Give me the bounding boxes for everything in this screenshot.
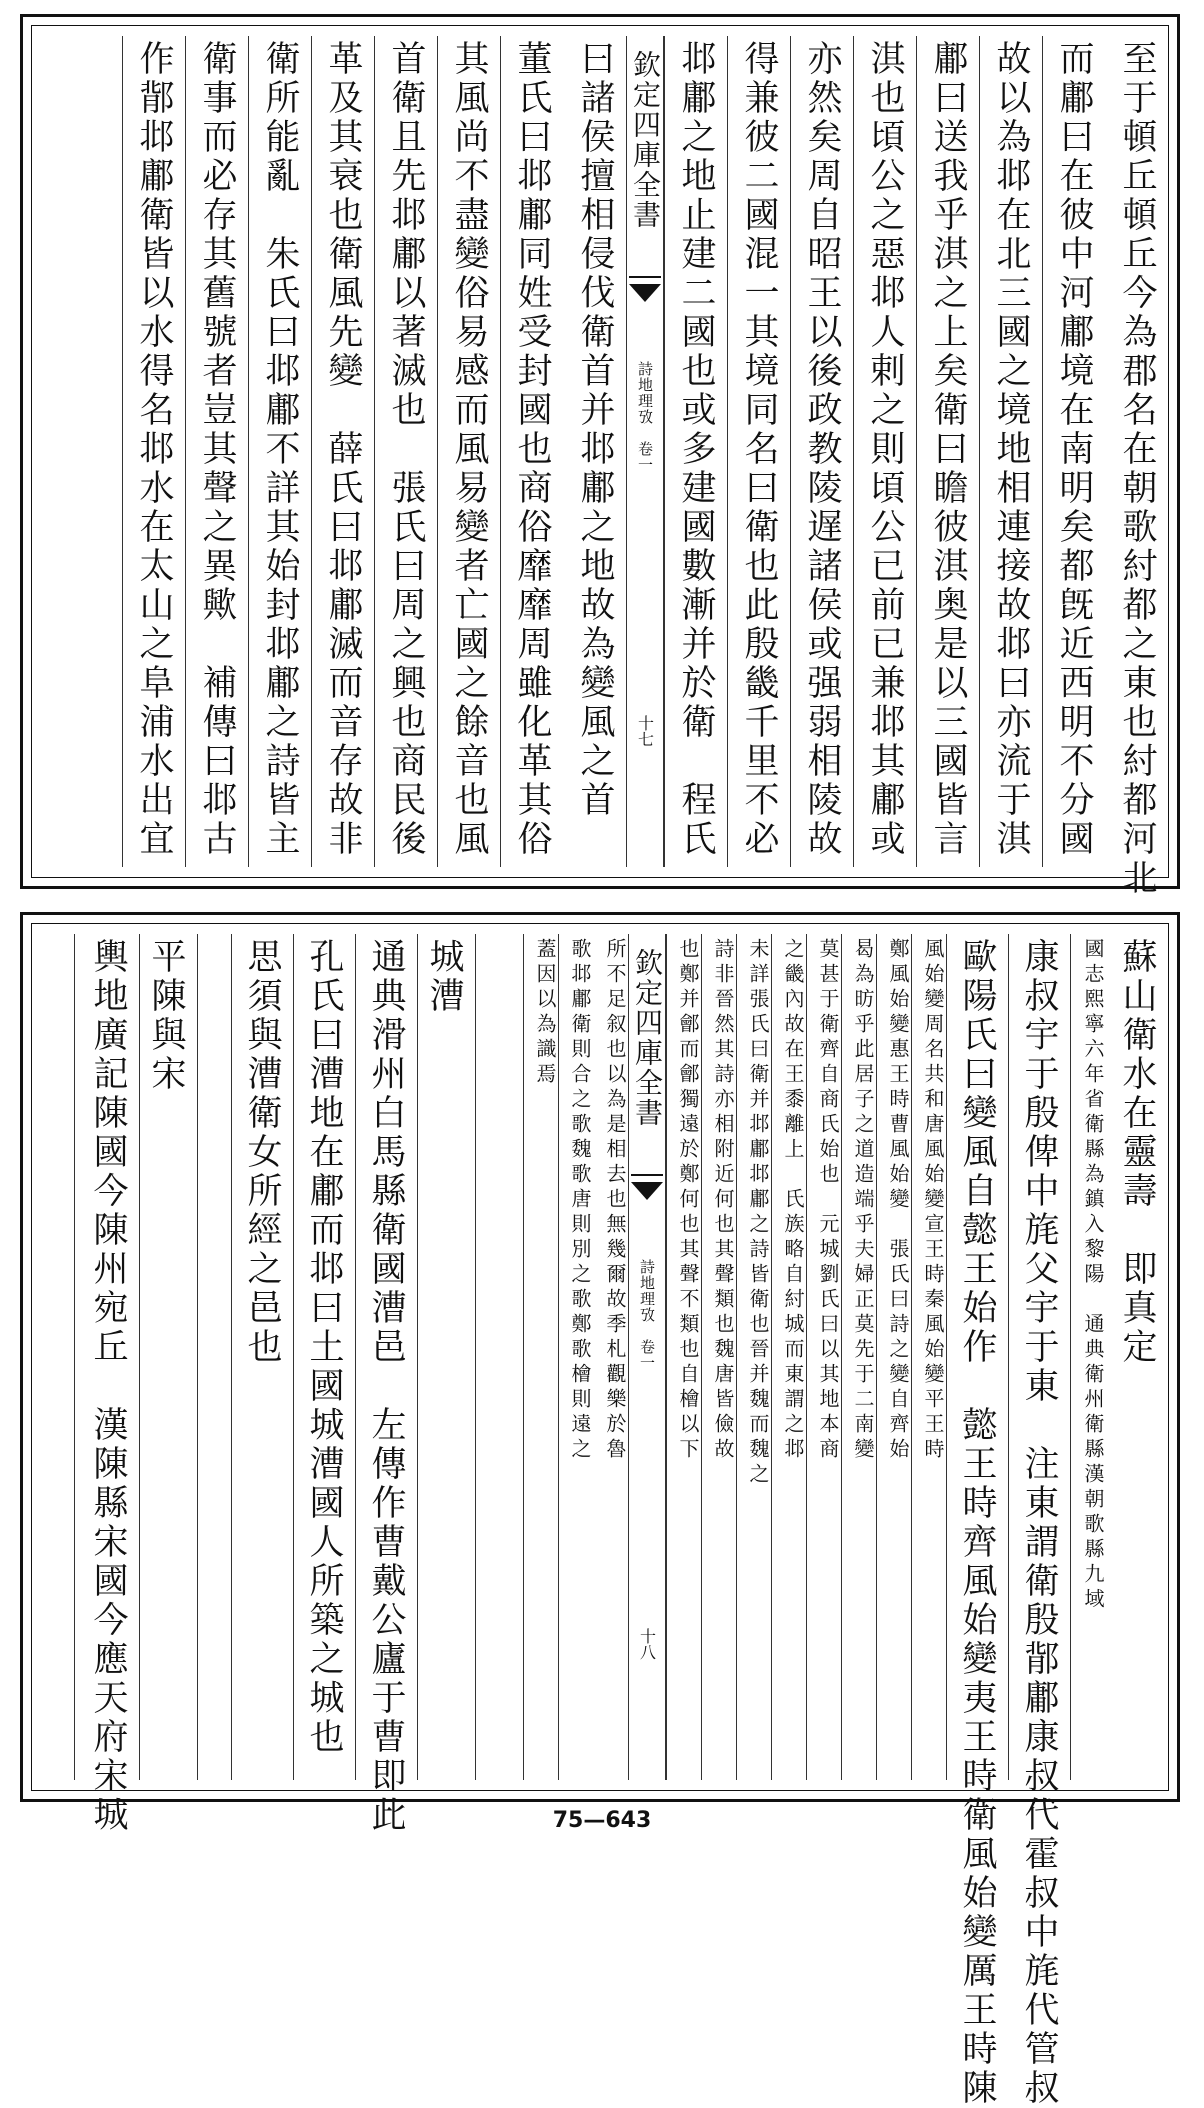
column-text: 國志熙寧六年省衛縣為鎮入黎陽 通典衛州衛縣漢朝歌縣九域 xyxy=(1081,938,1105,1613)
text-column xyxy=(1070,934,1106,1780)
column-text: 也鄭并鄶而鄶獨遠於鄭何也其聲不類也自檜以下 xyxy=(676,938,700,1463)
text-column xyxy=(139,934,197,1780)
text-column xyxy=(1105,36,1168,898)
column-text: 首衛且先邶鄘以著滅也 張氏曰周之興也商民後 xyxy=(386,40,426,859)
text-column xyxy=(911,934,946,1780)
column-text: 輿地廣記陳國今陳州宛丘 漢陳縣宋國今應天府宋城 xyxy=(88,938,128,1835)
book-subtitle: 詩地理攷 卷一 xyxy=(638,1259,656,1371)
top-page-frame xyxy=(31,25,1169,898)
text-column xyxy=(437,36,500,867)
text-column xyxy=(701,934,736,1780)
center-margin xyxy=(626,36,664,867)
text-column xyxy=(664,36,727,867)
text-column xyxy=(841,934,876,1780)
column-text: 通典滑州白馬縣衛國漕邑 左傳作曹戴公廬于曹即此 xyxy=(366,938,406,1835)
fish-tail-mark xyxy=(631,1174,663,1216)
column-text: 思須與漕衛女所經之邑也 xyxy=(242,938,282,1367)
column-text: 康叔宇于殷俾中旄父宇于東 注東謂衛殷鄁鄘康叔代霍叔中旄代管叔 xyxy=(1019,938,1059,2108)
column-text: 淇也頃公之惡邶人剌之則頃公已前已兼邶其鄘或 xyxy=(865,40,905,859)
column-text: 至于頓丘頓丘今為郡名在朝歌紂都之東也紂都河北 xyxy=(1117,40,1157,898)
library-title: 欽定四庫全書 xyxy=(629,50,662,230)
text-column xyxy=(876,934,911,1780)
library-title: 欽定四庫全書 xyxy=(631,948,664,1128)
text-column xyxy=(979,36,1042,867)
text-column xyxy=(727,36,790,867)
text-column xyxy=(197,934,231,1780)
text-column xyxy=(500,36,563,867)
column-text: 故以為邶在北三國之境地相連接故邶曰亦流于淇 xyxy=(991,40,1031,859)
column-text: 曷為昉乎此居子之道造端乎夫婦正莫先于二南變 xyxy=(851,938,875,1463)
text-column xyxy=(946,934,1008,2108)
column-text: 鄭風始變惠王時曹風始變 張氏曰詩之變自齊始 xyxy=(886,938,910,1463)
text-column xyxy=(916,36,979,867)
column-text: 孔氏曰漕地在鄘而邶曰土國城漕國人所築之城也 xyxy=(304,938,344,1757)
column-text: 其風尚不盡變俗易感而風易變者亡國之餘音也風 xyxy=(449,40,489,859)
text-column xyxy=(311,36,374,867)
column-text: 亦然矣周自昭王以後政教陵遅諸侯或强弱相陵故 xyxy=(802,40,842,859)
text-column xyxy=(736,934,771,1780)
top-page xyxy=(20,14,1180,898)
text-column xyxy=(1106,934,1168,1780)
folio-number: 十八 xyxy=(637,1628,657,1660)
text-column xyxy=(523,934,558,1780)
column-text: 城漕 xyxy=(424,938,464,1016)
text-column xyxy=(122,36,185,867)
text-column xyxy=(666,934,701,1780)
fish-tail-mark xyxy=(629,276,661,318)
text-column xyxy=(563,36,626,867)
column-text: 所不足叙也以為是相去也無幾爾故季札觀樂於魯 xyxy=(603,938,627,1463)
text-column xyxy=(475,934,523,1780)
book-subtitle: 詩地理攷 卷一 xyxy=(636,361,654,473)
column-text: 衛所能亂 朱氏曰邶鄘不詳其始封邶鄘之詩皆主 xyxy=(260,40,300,859)
folio-number: 十七 xyxy=(635,715,655,747)
column-text: 平陳與宋 xyxy=(146,938,186,1094)
column-text: 歐陽氏曰變風自懿王始作 懿王時齊風始變夷王時衛風始變厲王時陳 xyxy=(957,938,997,2108)
text-column xyxy=(1042,36,1105,867)
column-text: 未詳張氏曰衛并邶鄘邶鄘之詩皆衛也晉并魏而魏之 xyxy=(746,938,770,1488)
column-text: 詩非晉然其詩亦相附近何也其聲類也魏唐皆儉故 xyxy=(711,938,735,1463)
text-column xyxy=(558,934,593,1780)
column-text: 革及其衰也衛風先變 薛氏曰邶鄘滅而音存故非 xyxy=(323,40,363,859)
column-text: 得兼彼二國混一其境同名曰衛也此殷畿千里不必 xyxy=(739,40,779,859)
text-column xyxy=(853,36,916,867)
column-text: 曰諸侯擅相侵伐衛首并邶鄘之地故為變風之首 xyxy=(575,40,615,820)
column-text: 蘇山衛水在靈壽 即真定 xyxy=(1117,938,1157,1367)
text-column xyxy=(248,36,311,867)
text-column xyxy=(1008,934,1070,2108)
text-column xyxy=(293,934,355,1780)
column-text: 風始變周名共和唐風始變宣王時秦風始變平王時 xyxy=(921,938,945,1463)
text-column xyxy=(790,36,853,867)
column-text: 衛事而必存其舊號者豈其聲之異歟 補傳曰邶古 xyxy=(197,40,237,859)
text-column xyxy=(231,934,293,1780)
column-text: 鄘曰送我乎淇之上矣衛曰瞻彼淇奥是以三國皆言 xyxy=(928,40,968,859)
text-column xyxy=(806,934,841,1780)
column-text: 邶鄘之地止建二國也或多建國數漸并於衛 程氏 xyxy=(676,40,716,859)
text-column xyxy=(593,934,628,1780)
text-column xyxy=(355,934,417,1835)
column-text: 歌邶鄘衛則合之歌魏歌唐則別之歌鄭歌檜則遠之 xyxy=(568,938,592,1463)
text-column xyxy=(374,36,437,867)
column-text: 而鄘曰在彼中河鄘境在南明矣都旣近西明不分國 xyxy=(1054,40,1094,859)
column-text: 之畿內故在王黍離上 氏族略自紂城而東謂之邶 xyxy=(781,938,805,1463)
center-margin xyxy=(628,934,666,1780)
text-column xyxy=(417,934,475,1780)
column-text: 董氏曰邶鄘同姓受封國也商俗靡靡周雖化革其俗 xyxy=(512,40,552,859)
page-number-footer: 75—643 xyxy=(552,1808,652,1833)
text-column xyxy=(771,934,806,1780)
column-text: 蓋因以為識焉 xyxy=(533,938,557,1088)
column-text: 作鄁邶鄘衛皆以水得名邶水在太山之阜浦水出宜 xyxy=(134,40,174,859)
text-column xyxy=(185,36,248,867)
column-text: 莫甚于衛齊自商氏始也 元城劉氏曰以其地本商 xyxy=(816,938,840,1463)
text-column xyxy=(74,934,139,1835)
